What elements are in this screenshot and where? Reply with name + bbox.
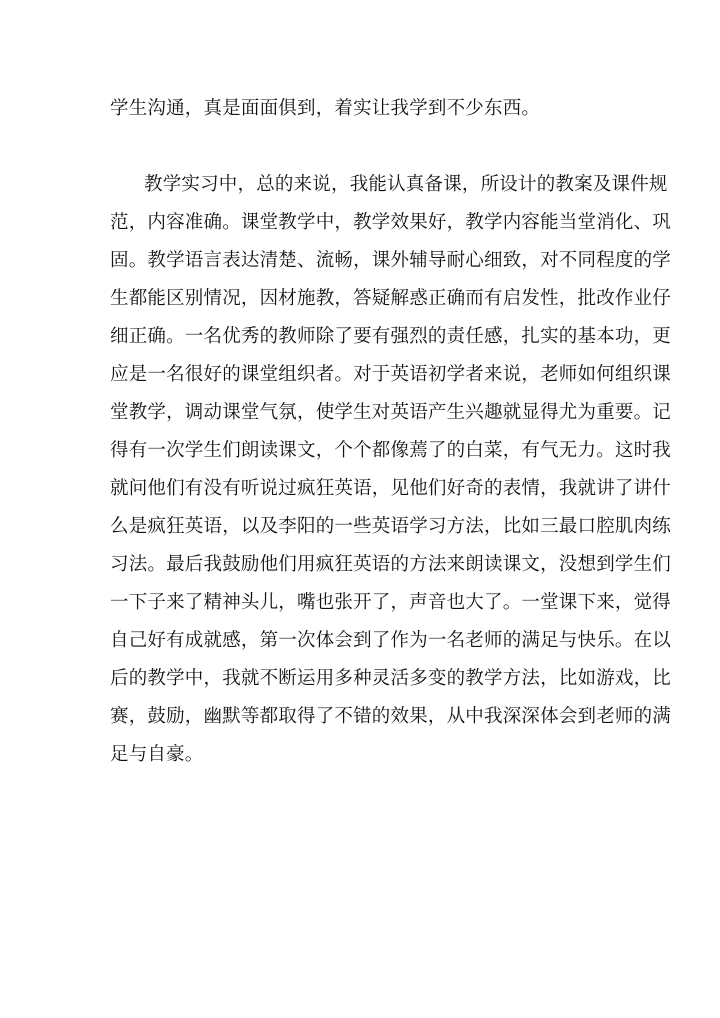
paragraph-line: 应是一名很好的课堂组织者。对于英语初学者来说，老师如何组织课 bbox=[110, 364, 672, 385]
paragraph-line: 足与自豪。 bbox=[110, 744, 204, 765]
paragraph-line: 得有一次学生们朗读课文，个个都像蔫了的白菜，有气无力。这时我 bbox=[110, 440, 672, 461]
paragraph-line: 习法。最后我鼓励他们用疯狂英语的方法来朗读课文，没想到学生们 bbox=[110, 554, 672, 575]
paragraph-line: 后的教学中，我就不断运用多种灵活多变的教学方法，比如游戏，比 bbox=[110, 668, 672, 689]
paragraph-line: 自己好有成就感，第一次体会到了作为一名老师的满足与快乐。在以 bbox=[110, 630, 672, 651]
paragraph-line: 固。教学语言表达清楚、流畅，课外辅导耐心细致，对不同程度的学 bbox=[110, 250, 672, 271]
paragraph-line: 细正确。一名优秀的教师除了要有强烈的责任感，扎实的基本功，更 bbox=[110, 326, 672, 347]
paragraph-line: 赛，鼓励，幽默等都取得了不错的效果，从中我深深体会到老师的满 bbox=[110, 706, 672, 727]
paragraph-line: 教学实习中，总的来说，我能认真备课，所设计的教案及课件规 bbox=[144, 174, 668, 195]
paragraph-line: 一下子来了精神头儿，嘴也张开了，声音也大了。一堂课下来，觉得 bbox=[110, 592, 672, 613]
paragraph-line: 么是疯狂英语，以及李阳的一些英语学习方法，比如三最口腔肌肉练 bbox=[110, 516, 672, 537]
paragraph-line: 生都能区别情况，因材施教，答疑解惑正确而有启发性，批改作业仔 bbox=[110, 288, 672, 309]
carryover-text-line: 学生沟通，真是面面俱到，着实让我学到不少东西。 bbox=[110, 98, 541, 119]
paragraph-line: 范，内容准确。课堂教学中，教学效果好，教学内容能当堂消化、巩 bbox=[110, 212, 672, 233]
paragraph-line: 堂教学，调动课堂气氛，使学生对英语产生兴趣就显得尤为重要。记 bbox=[110, 402, 672, 423]
paragraph-line: 就问他们有没有听说过疯狂英语，见他们好奇的表情，我就讲了讲什 bbox=[110, 478, 672, 499]
